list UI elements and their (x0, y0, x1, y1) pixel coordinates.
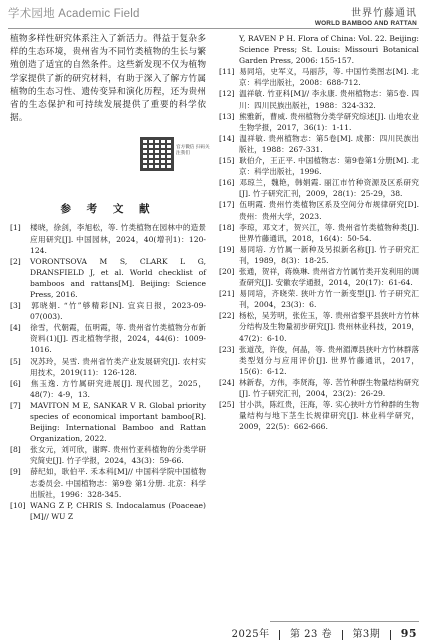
reference-text: 耿伯介，王正平. 中国植物志：第9卷第1分册[M]. 北京：科学出版社，1996. (239, 156, 419, 177)
reference-number: [21] (219, 289, 235, 299)
reference-item (10, 444, 206, 466)
reference-list-right (219, 66, 419, 432)
reference-item (219, 244, 419, 266)
footer-separator (390, 630, 391, 640)
reference-item (219, 266, 419, 288)
reference-number: [5] (10, 356, 21, 366)
reference-text: 薛纪如，耿伯平. 禾本科[M]// 中国科学院中国植物志委员会. 中国植物志：第9卷 第1分册. 北京：科学出版社，1996：328-345. (30, 467, 206, 499)
reference-number: [25] (219, 400, 235, 410)
reference-item (219, 344, 419, 377)
page-header-right (315, 4, 417, 27)
reference-number: [20] (219, 266, 235, 276)
qr-code-icon (140, 137, 174, 171)
reference-item (219, 310, 419, 343)
page-footer (232, 625, 417, 640)
footer-separator (342, 630, 343, 640)
reference-text: 徐雪，代朝霞，伍明霞，等. 贵州省竹类植物分布新资料(1)[J]. 西北植物学报，2024，44(6)：1009-1016. (30, 323, 206, 355)
reference-10-continuation: Y, RAVEN P H. Flora of China: Vol. 22. Beijing: Science Press; St. Louis: Missouri Botanical Garden Press, 2006: 155-157. (239, 34, 419, 66)
reference-item (219, 177, 419, 199)
body-paragraph: 植物多样性研究体系注入了新活力。得益于复杂多样的生态环境，贵州省为不同竹类植物的生长与繁殖创造了适宜的自然条件。这些新发现不仅为植物学家提供了新的研究材料，有助于深入了解方竹属植物的生态习性、遗传变异和演化历程，还为贵州省的生态保护和可持续发展提供了重要的科学依据。 (10, 34, 206, 124)
reference-item (219, 399, 419, 432)
reference-number: [19] (219, 244, 235, 254)
reference-text: 张道茂，许俊，何晶，等. 贵州湄潭县狭叶方竹林群落类型划分与应用评价[J]. 世界竹藤通讯，2017，15(6)：6-12. (239, 344, 419, 376)
references-heading: 参 考 文 献 (60, 203, 156, 216)
reference-number: [1] (10, 223, 21, 233)
reference-item (10, 256, 206, 300)
footer-issue: 第3期 (352, 629, 381, 640)
reference-item (219, 222, 419, 244)
reference-item (219, 111, 419, 133)
reference-number: [4] (10, 323, 21, 333)
footer-volume: 第 23 卷 (289, 629, 333, 640)
footer-rule (270, 621, 419, 622)
reference-item (219, 155, 419, 177)
reference-item (219, 199, 419, 221)
reference-number: [11] (219, 67, 235, 77)
reference-item (219, 133, 419, 155)
reference-text: 甘小洪，陈红贵，汪海，等. 实心狭叶方竹种群的生物量结构与地下茎生长规律研究[J]. 林业科学研究，2009，22(5)：662-666. (239, 400, 419, 432)
reference-text: 邓琼兰，魏艳，韩娟霞. 丽江市竹种资源及区系研究[J]. 竹子研究汇刊，2009，28(1)：25-29，38. (239, 178, 419, 199)
reference-text: 易同培，史军义，马丽莎，等. 中国竹类图志[M]. 北京：科学出版社，2008：688-712. (239, 67, 419, 88)
right-column (219, 33, 419, 432)
journal-title-cn: 世界竹藤通讯 (351, 8, 417, 19)
reference-text: 况苏玲，吴雪. 贵州省竹类产业发展研究[J]. 农村实用技术，2019(11)：126-128. (30, 356, 206, 377)
reference-number: [7] (10, 400, 21, 410)
reference-item (10, 400, 206, 444)
reference-number: [10] (10, 500, 26, 510)
reference-number: [18] (219, 222, 235, 232)
reference-item (10, 322, 206, 355)
reference-list-left (10, 222, 206, 522)
reference-number: [3] (10, 301, 21, 311)
reference-item (219, 88, 419, 110)
reference-text: 焦玉逸. 方竹属研究进展[J]. 现代园艺，2025，48(7)：4-9，13. (30, 378, 206, 399)
reference-item (219, 377, 419, 399)
page-header-left: 学术园地 Academic Field (8, 8, 140, 20)
reference-text: 郭晓娟. “竹”够精彩[N]. 宜宾日报，2023-09-07(003). (30, 301, 206, 322)
reference-item (10, 356, 206, 378)
reference-text: 温祥敏. 竹亚科[M]// 李永康. 贵州植物志：第5卷. 四川：四川民族出版社，1988：324-332. (239, 89, 419, 110)
reference-text: 伍明霞. 贵州竹类植物区系及空间分布规律研究[D]. 贵州：贵州大学，2023. (239, 200, 419, 221)
reference-item (10, 222, 206, 255)
journal-title-en: WORLD BAMBOO AND RATTAN (314, 20, 417, 27)
reference-text: 温祥敏. 贵州植物志：第5卷[M]. 成都：四川民族出版社，1988：267-331. (239, 133, 419, 154)
reference-text: 熊雅新，曹威. 贵州植物分类学研究综述[J]. 山地农业生物学报，2017，36(1)：1-11. (239, 111, 419, 132)
reference-number: [13] (219, 111, 235, 121)
reference-number: [8] (10, 445, 21, 455)
reference-text: WANG Z P, CHRIS S. Indocalamus (Poaceae)[M]// WU Z (30, 500, 206, 521)
page-number: 95 (400, 627, 417, 640)
reference-number: [17] (219, 200, 235, 210)
reference-text: 易同培. 方竹属一新种及另拟新名称[J]. 竹子研究汇刊，1989，8(3)：18-25. (239, 244, 419, 265)
reference-item (10, 378, 206, 400)
qr-area (10, 129, 210, 201)
reference-text: 林新春，方伟，李贤海，等. 苦竹种群生物量结构研究[J]. 竹子研究汇刊，2004，23(2)：26-29. (239, 377, 419, 398)
reference-text: 张女元，刘可欣，谢晖. 贵州竹亚科植物的分类学研究简史[J]. 竹子学报，2024，43(3)：59-66. (30, 445, 206, 466)
left-column (10, 33, 210, 522)
qr-caption: 官方微信 扫码关注我们 (176, 145, 210, 157)
reference-number: [23] (219, 344, 235, 354)
reference-item (10, 300, 206, 322)
reference-text: 李琼，邓文才，贺兴江，等. 贵州省竹类植物种类[J]. 世界竹藤通讯，2018，16(4)：50-54. (239, 222, 419, 243)
reference-text: VORONTSOVA M S, CLARK L G, DRANSFIELD J, et al. World checklist of bamboos and rattans[M]. Beijing: Science Press, 2016. (30, 256, 206, 299)
reference-text: MAVITON M E, SANKAR V R. Global priority species of economical important bamboo[R]. Beijing: International Bamboo and Rattan Organization, 2022. (30, 400, 206, 444)
footer-separator (279, 630, 280, 640)
reference-text: 杨松，吴芳明，张佐玉，等. 贵州省黎平县狭叶方竹林分结构及生物量初步研究[J]. 贵州林业科技，2019，47(2)：6-10. (239, 311, 419, 343)
reference-number: [6] (10, 378, 21, 388)
reference-number: [15] (219, 156, 235, 166)
reference-number: [12] (219, 89, 235, 99)
reference-number: [9] (10, 467, 21, 477)
header-rule (8, 28, 419, 29)
reference-number: [24] (219, 377, 235, 387)
reference-item (219, 288, 419, 310)
reference-number: [14] (219, 133, 235, 143)
reference-number: [22] (219, 311, 235, 321)
reference-text: 楼晓，徐剑，李旭松，等. 竹类植物在园林中的造景应用研究[J]. 中国园林，2024，40(增刊1)：120-124. (30, 223, 206, 255)
reference-number: [2] (10, 256, 21, 266)
reference-item (10, 500, 206, 522)
reference-item (219, 66, 419, 88)
reference-item (10, 466, 206, 499)
footer-year: 2025年 (231, 629, 270, 640)
reference-text: 张通，贺祥，蒋焕琳. 贵州省方竹属竹类开发利用的调查研究[J]. 安徽农学通报，2014，20(17)：61-64. (239, 266, 419, 288)
reference-number: [16] (219, 178, 235, 188)
reference-text: 易同培，齐晓荣. 狭叶方竹一新变型[J]. 竹子研究汇刊，2004，23(3)：6. (239, 289, 419, 310)
